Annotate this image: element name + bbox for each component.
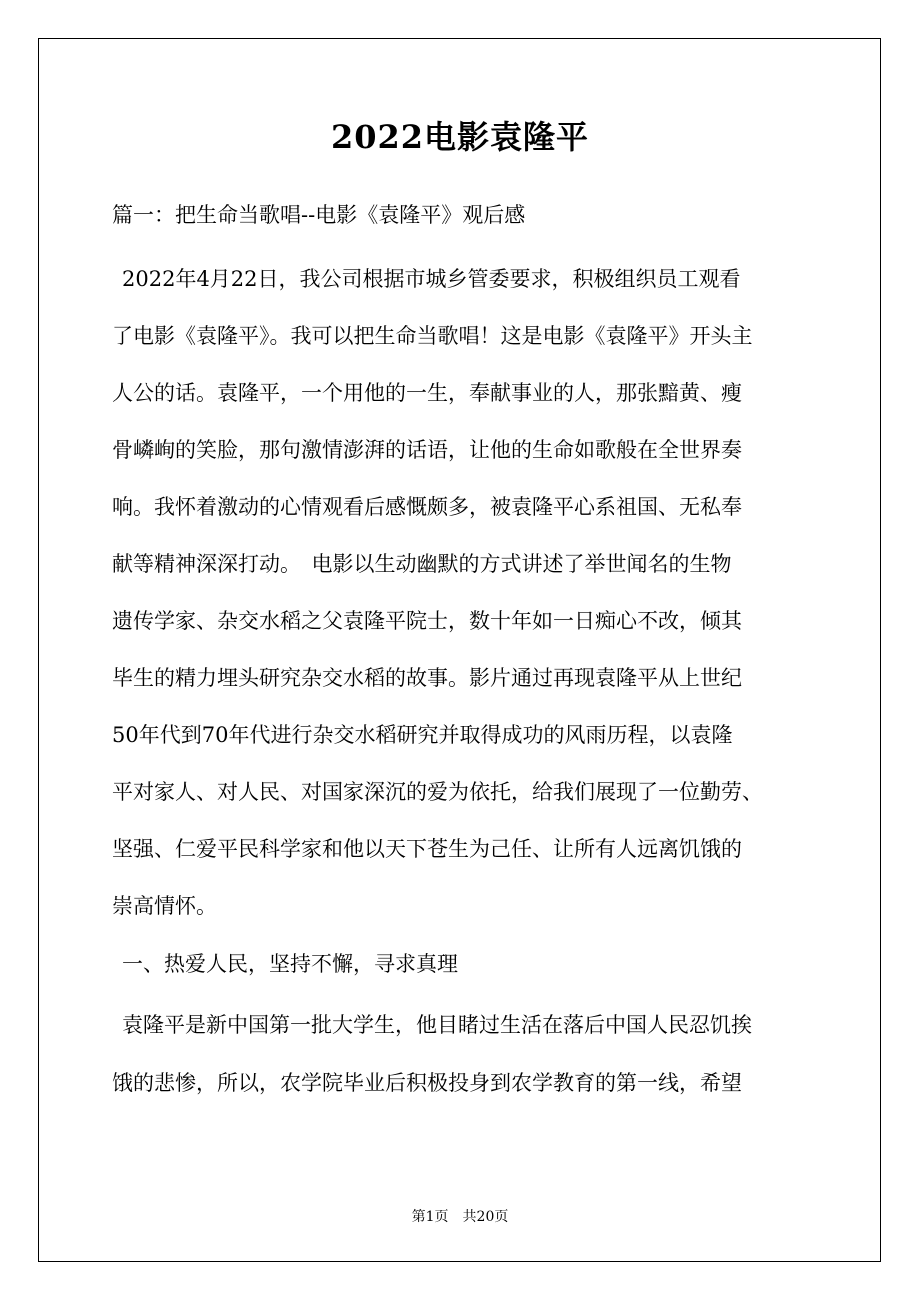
page-title: 2022电影袁隆平 bbox=[330, 118, 590, 156]
paragraph-line-12: 崇高情怀。 bbox=[112, 894, 217, 918]
paragraph-line-5: 响。我怀着激动的心情观看后感慨颇多，被袁隆平心系祖国、无私奉 bbox=[112, 495, 742, 519]
page-footer: 第1页 共20页 bbox=[411, 1209, 509, 1225]
paragraph-line-10: 平对家人、对人民、对国家深沉的爱为依托，给我们展现了一位勤劳、 bbox=[112, 780, 763, 804]
paragraph-line-7: 遗传学家、杂交水稻之父袁隆平院士，数十年如一日痴心不改，倾其 bbox=[112, 609, 742, 633]
section-heading-1: 篇一：把生命当歌唱--电影《袁隆平》观后感 bbox=[112, 203, 526, 227]
paragraph-line-13: 袁隆平是新中国第一批大学生，他目睹过生活在落后中国人民忍饥挨 bbox=[122, 1013, 752, 1037]
paragraph-line-9: 50年代到70年代进行杂交水稻研究并取得成功的风雨历程，以袁隆 bbox=[112, 723, 733, 747]
paragraph-line-8: 毕生的精力埋头研究杂交水稻的故事。影片通过再现袁隆平从上世纪 bbox=[112, 666, 742, 690]
section-heading-2: 一、热爱人民，坚持不懈，寻求真理 bbox=[122, 952, 458, 976]
paragraph-line-11: 坚强、仁爱平民科学家和他以天下苍生为己任、让所有人远离饥饿的 bbox=[112, 837, 742, 861]
paragraph-line-4: 骨嶙峋的笑脸，那句激情澎湃的话语，让他的生命如歌般在全世界奏 bbox=[112, 438, 742, 462]
paragraph-line-14: 饿的悲惨，所以，农学院毕业后积极投身到农学教育的第一线，希望 bbox=[112, 1071, 742, 1095]
paragraph-line-2: 了电影《袁隆平》。我可以把生命当歌唱！这是电影《袁隆平》开头主 bbox=[112, 324, 753, 348]
paragraph-line-6: 献等精神深深打动。 电影以生动幽默的方式讲述了举世闻名的生物 bbox=[112, 552, 732, 576]
paragraph-line-1: 2022年4月22日，我公司根据市城乡管委要求，积极组织员工观看 bbox=[122, 267, 741, 291]
paragraph-line-3: 人公的话。袁隆平，一个用他的一生，奉献事业的人，那张黯黄、瘦 bbox=[112, 381, 742, 405]
